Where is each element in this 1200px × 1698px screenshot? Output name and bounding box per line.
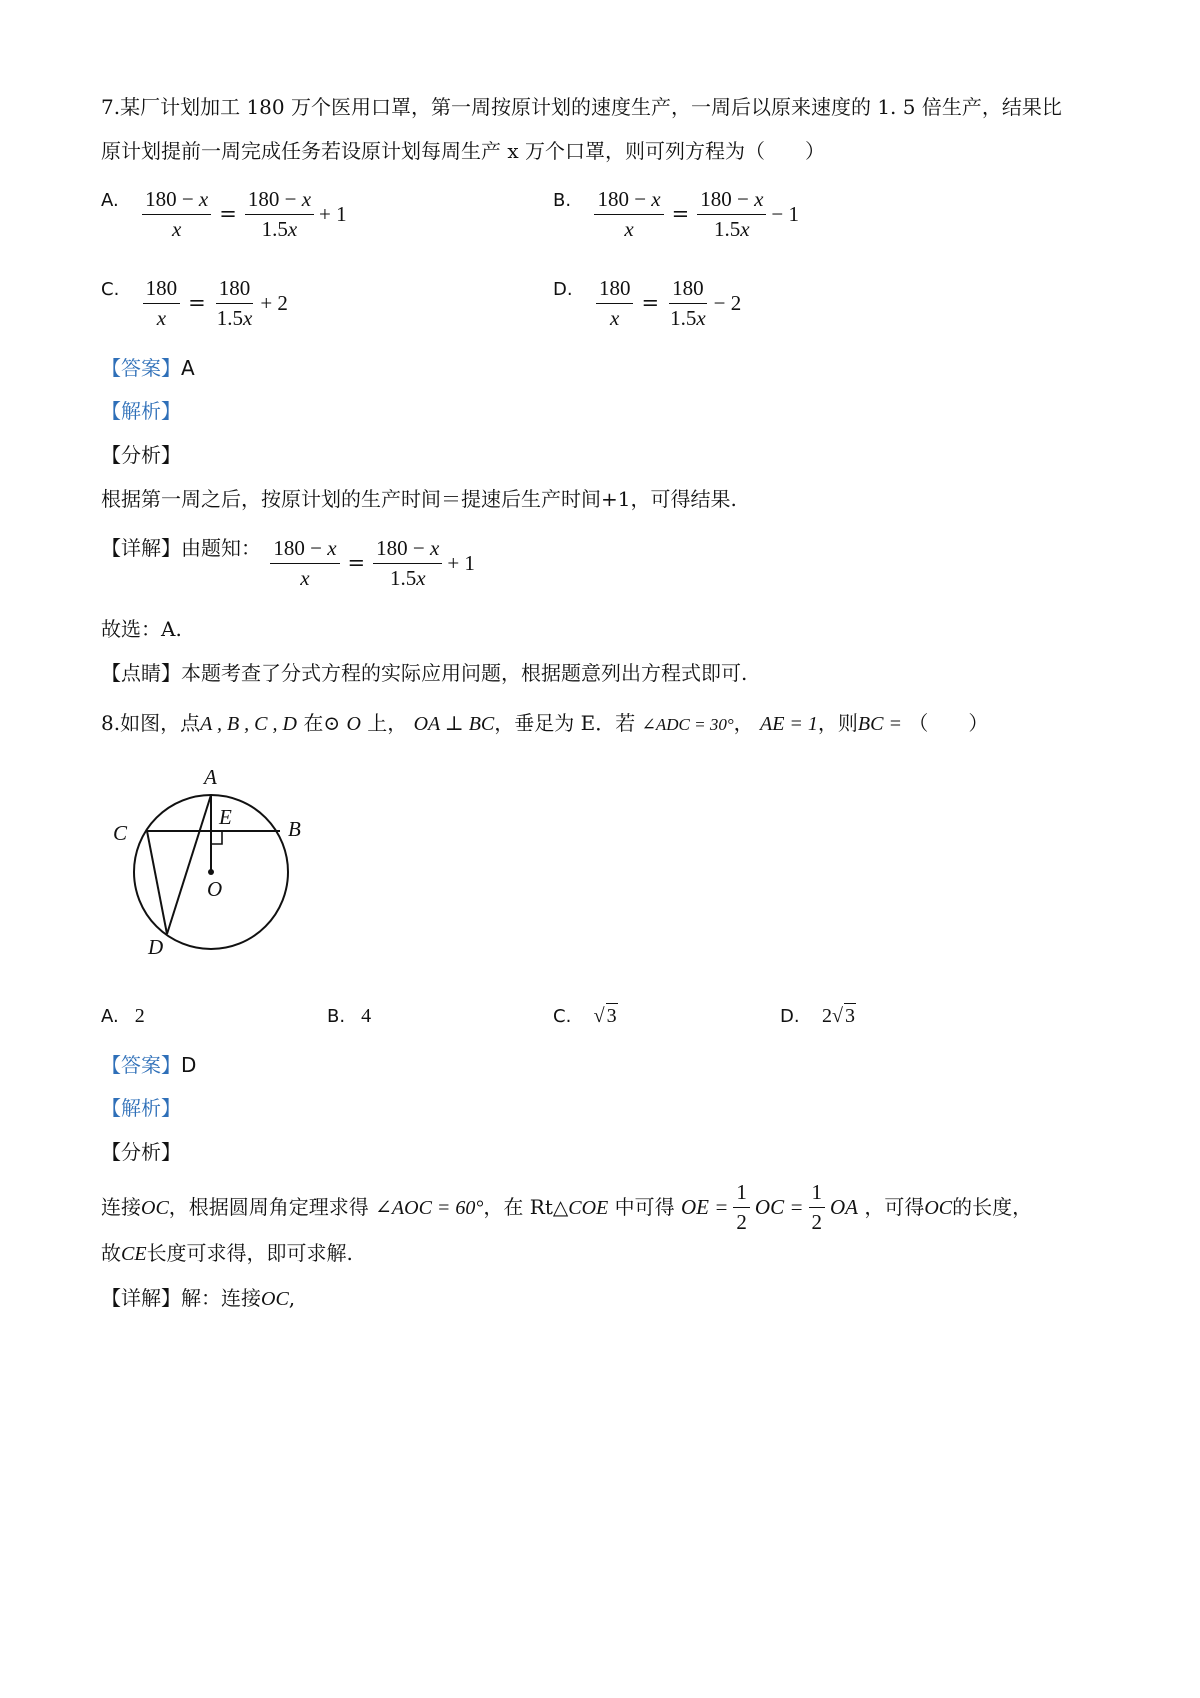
q7-option-a[interactable]: A. $\frac{180 - x}{x}$ = $\frac{180 - x}{1.5x}$ + 1 [101,187,347,242]
q8-answer [101,1053,196,1077]
right-angle-mark [211,831,222,844]
label-c: C [113,821,128,845]
q7-guxuan: 故选：A. [101,617,182,641]
circle-figure [100,760,330,970]
q8-xiangjie: 【详解】解：连接OC, [101,1286,296,1310]
q7-option-a-equation: $\frac{180 - x}{x}$ = $\frac{180 - x}{1.5x}$ + 1 [139,187,347,242]
q7-option-b-equation: $\frac{180 - x}{x}$ = $\frac{180 - x}{1.5x}$ − 1 [591,187,799,242]
label-a: A [204,765,217,789]
q7-option-d-equation: $\frac{180}{x}$ = $\frac{180}{1.5x}$ − 2 [593,276,741,331]
q7-xiangjie-equation: $\frac{180 - x}{x}$ = $\frac{180 - x}{1.5x}$ + 1 [267,536,475,591]
q8-option-c[interactable]: C. √ 3 [553,1005,617,1027]
label-d: D [148,935,164,959]
q7-fenxi-text: 根据第一周之后，按原计划的生产时间＝提速后生产时间+1，可得结果. [101,487,737,511]
q7-option-b[interactable]: B. $\frac{180 - x}{x}$ = $\frac{180 - x}{1.5x}$ − 1 [553,187,799,242]
q7-option-d[interactable]: D. $\frac{180}{x}$ = $\frac{180}{1.5x}$ − 2 [553,276,742,331]
answer-value: D [181,1053,197,1077]
q8-stem: 8.如图，点A , B , C , D 在⊙ O 上， OA ⊥ BC，垂足为 E．若 ∠ADC = 30°， AE = 1，则BC = （ ） [101,711,989,735]
q7-stem-line1: 7.某厂计划加工 180 万个医用口罩，第一周按原计划的速度生产，一周后以原来速度的 1. 5 倍生产，结果比 [101,95,1062,119]
q8-fenxi-line2: 故CE长度可求得，即可求解. [101,1241,353,1265]
q8-fenxi-line1: 连接OC，根据圆周角定理求得 ∠AOC = 60°，在 Rt△COE 中可得 OE = $\frac{1}{2}$ OC = $\frac{1}{2}$ OA ，可得OC的长度， [101,1180,1033,1235]
answer-tag: 【答案】 [101,1053,181,1077]
q7-dianjing: 【点睛】本题考查了分式方程的实际应用问题，根据题意列出方程式即可. [101,661,748,685]
q8-jiexi-tag: 【解析】 [101,1096,181,1120]
q8-fenxi-tag: 【分析】 [101,1140,181,1164]
q7-stem-line2: 原计划提前一周完成任务若设原计划每周生产 x 万个口罩，则可列方程为（ ） [101,139,825,163]
q8-option-b[interactable]: B. 4 [327,1005,372,1027]
label-b: B [288,817,301,841]
answer-tag: 【答案】 [101,356,181,380]
q8-fenxi-equation: OE = $\frac{1}{2}$ OC = $\frac{1}{2}$ OA [680,1180,858,1235]
q8-option-d[interactable]: D. 2√ 3 [780,1005,855,1027]
q7-answer [101,356,195,380]
q7-jiexi-tag: 【解析】 [101,399,181,423]
center-dot [208,869,214,875]
q8-option-a[interactable]: A. 2 [101,1005,145,1027]
q7-xiangjie: 【详解】由题知： $\frac{180 - x}{x}$ = $\frac{180 - x}{1.5x}$ + 1 [101,536,475,591]
label-o: O [207,877,223,901]
q7-option-c[interactable]: C. $\frac{180}{x}$ = $\frac{180}{1.5x}$ + 2 [101,276,288,331]
segment-ad [167,795,211,934]
answer-value: A [181,356,195,380]
q7-option-c-equation: $\frac{180}{x}$ = $\frac{180}{1.5x}$ + 2 [140,276,288,331]
label-e: E [219,805,232,829]
q7-fenxi-tag: 【分析】 [101,443,181,467]
